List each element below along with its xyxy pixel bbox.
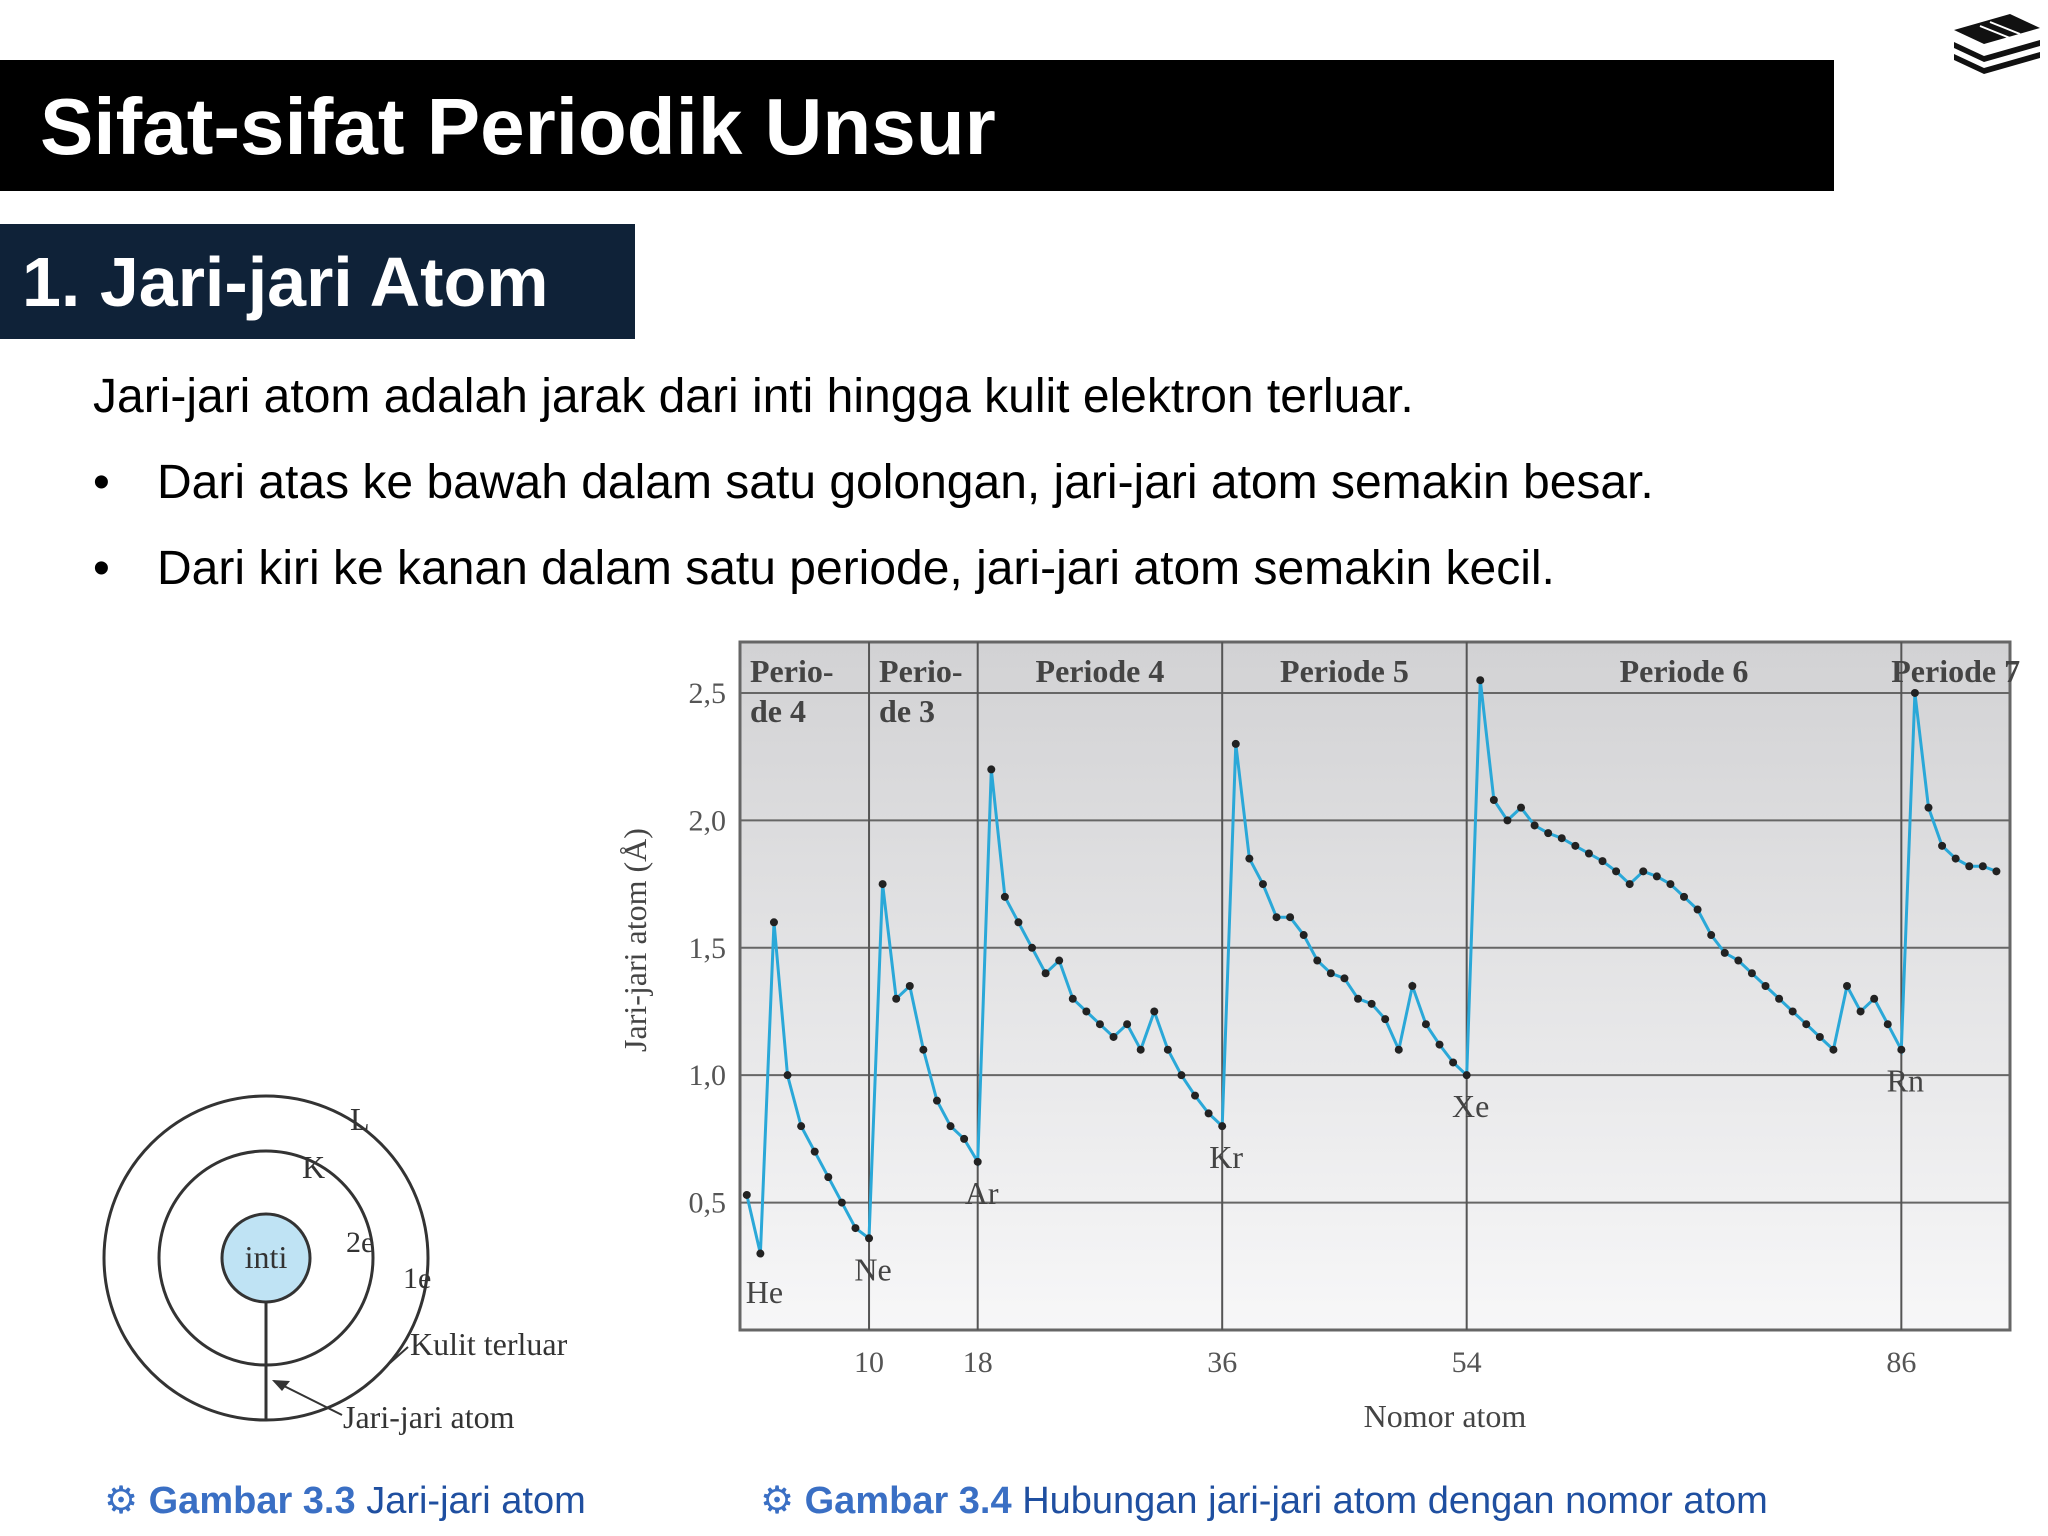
data-point <box>879 880 887 888</box>
shell-label-k: K <box>302 1149 326 1185</box>
data-point <box>1734 957 1742 965</box>
data-point <box>1680 893 1688 901</box>
data-point <box>892 995 900 1003</box>
data-point <box>1110 1033 1118 1041</box>
data-point <box>1599 857 1607 865</box>
bullet-item <box>93 540 1555 598</box>
atomic-radius-chart <box>610 630 2035 1460</box>
data-point <box>797 1122 805 1130</box>
caption-figure-icon: ⚙︎ <box>104 1480 149 1522</box>
data-point <box>1843 982 1851 990</box>
data-point <box>933 1097 941 1105</box>
bullet-text: Dari kiri ke kanan dalam satu periode, jari-jari atom semakin kecil. <box>157 542 1555 595</box>
caption-text: Jari-jari atom <box>366 1480 586 1522</box>
data-point <box>743 1191 751 1199</box>
element-label: He <box>745 1274 784 1311</box>
plot-area <box>740 642 2010 1330</box>
data-point <box>1177 1071 1185 1079</box>
data-point <box>1925 804 1933 812</box>
data-point <box>1422 1020 1430 1028</box>
data-point <box>1490 796 1498 804</box>
data-point <box>1544 829 1552 837</box>
data-point <box>1653 872 1661 880</box>
data-point <box>1802 1020 1810 1028</box>
data-point <box>784 1071 792 1079</box>
data-point <box>1327 969 1335 977</box>
data-point <box>1829 1046 1837 1054</box>
data-point <box>1218 1122 1226 1130</box>
bullet-text: Dari atas ke bawah dalam satu golongan, jari-jari atom semakin besar. <box>157 456 1654 509</box>
data-point <box>1639 867 1647 875</box>
data-point <box>1938 842 1946 850</box>
caption-text: Hubungan jari-jari atom dengan nomor atom <box>1022 1480 1768 1522</box>
data-point <box>1245 855 1253 863</box>
data-point <box>1816 1033 1824 1041</box>
data-point <box>1762 982 1770 990</box>
data-point <box>1259 880 1267 888</box>
element-label: Rn <box>1886 1062 1925 1099</box>
data-point <box>1857 1007 1865 1015</box>
data-point <box>1313 957 1321 965</box>
slide-title: Sifat-sifat Periodik Unsur <box>40 82 996 171</box>
data-point <box>1381 1015 1389 1023</box>
period-label: de 4 <box>750 693 806 729</box>
period-label: Periode 6 <box>1619 653 1749 689</box>
element-label: Ne <box>854 1251 892 1288</box>
data-point <box>1205 1109 1213 1117</box>
data-point <box>838 1199 846 1207</box>
caption-tag: Gambar 3.4 <box>804 1480 1012 1522</box>
data-point <box>770 918 778 926</box>
y-tick-label: 1,5 <box>688 931 726 965</box>
data-point <box>1082 1007 1090 1015</box>
data-point <box>1286 913 1294 921</box>
data-point <box>1612 867 1620 875</box>
chart-xlabel: Nomor atom <box>1363 1398 1527 1434</box>
data-point <box>1164 1046 1172 1054</box>
y-tick-label: 0,5 <box>688 1186 726 1220</box>
outer-shell-label: Kulit terluar <box>410 1326 568 1362</box>
data-point <box>919 1046 927 1054</box>
data-point <box>1476 676 1484 684</box>
data-point <box>1897 1046 1905 1054</box>
data-point <box>1965 862 1973 870</box>
caption-figure-3-4 <box>760 1478 1768 1524</box>
period-label: Periode 5 <box>1280 653 1409 689</box>
period-label: de 3 <box>879 693 936 729</box>
data-point <box>1721 949 1729 957</box>
section-heading-bar <box>0 224 635 339</box>
x-tick-label: 54 <box>1451 1346 1482 1379</box>
data-point <box>1408 982 1416 990</box>
data-point <box>1911 689 1919 697</box>
bullet-dot: • <box>93 542 110 595</box>
data-point <box>906 982 914 990</box>
chart-ylabel: Jari-jari atom (Å) <box>617 828 653 1052</box>
atom-shell-diagram <box>90 1085 630 1445</box>
section-heading: 1. Jari-jari Atom <box>22 243 549 321</box>
data-point <box>1436 1041 1444 1049</box>
period-label: Perio- <box>750 653 834 689</box>
data-point <box>974 1158 982 1166</box>
intro-text: Jari-jari atom adalah jarak dari inti hingga kulit elektron terluar. <box>93 370 1414 423</box>
bullet-item <box>93 454 1654 512</box>
data-point <box>1463 1071 1471 1079</box>
data-point <box>1395 1046 1403 1054</box>
data-point <box>1503 816 1511 824</box>
data-point <box>1789 1007 1797 1015</box>
title-bar <box>0 60 1834 191</box>
data-point <box>1014 918 1022 926</box>
data-point <box>1368 1000 1376 1008</box>
x-tick-label: 10 <box>854 1346 885 1379</box>
books-logo-icon <box>1950 12 2044 74</box>
data-point <box>1042 969 1050 977</box>
data-point <box>811 1148 819 1156</box>
data-point <box>1001 893 1009 901</box>
data-point <box>824 1173 832 1181</box>
electron-label-k: 2e <box>346 1226 375 1259</box>
data-point <box>1694 906 1702 914</box>
element-label: Xe <box>1452 1088 1490 1125</box>
data-point <box>987 765 995 773</box>
data-point <box>1626 880 1634 888</box>
data-point <box>1585 849 1593 857</box>
data-point <box>1558 834 1566 842</box>
data-point <box>1531 821 1539 829</box>
data-point <box>1979 862 1987 870</box>
data-point <box>851 1224 859 1232</box>
data-point <box>865 1234 873 1242</box>
bullet-dot: • <box>93 456 110 509</box>
period-label: Periode 7 <box>1891 653 2021 689</box>
y-tick-label: 1,0 <box>688 1059 726 1093</box>
period-label: Periode 4 <box>1035 653 1165 689</box>
data-point <box>1273 913 1281 921</box>
y-tick-label: 2,5 <box>688 676 726 710</box>
data-point <box>1028 944 1036 952</box>
data-point <box>1748 969 1756 977</box>
data-point <box>1870 995 1878 1003</box>
caption-tag: Gambar 3.3 <box>148 1480 356 1522</box>
data-point <box>1517 804 1525 812</box>
data-point <box>1150 1007 1158 1015</box>
data-point <box>1137 1046 1145 1054</box>
data-point <box>1666 880 1674 888</box>
caption-figure-3-3 <box>104 1478 586 1524</box>
data-point <box>1340 974 1348 982</box>
data-point <box>1191 1092 1199 1100</box>
nucleus-label: inti <box>244 1239 288 1275</box>
data-point <box>1069 995 1077 1003</box>
data-point <box>1300 931 1308 939</box>
data-point <box>1992 867 2000 875</box>
radius-label: Jari-jari atom <box>343 1399 515 1435</box>
data-point <box>756 1250 764 1258</box>
data-point <box>1096 1020 1104 1028</box>
data-point <box>1354 995 1362 1003</box>
data-point <box>1449 1058 1457 1066</box>
period-label: Perio- <box>879 653 963 689</box>
y-tick-label: 2,0 <box>688 804 726 838</box>
shell-label-l: L <box>350 1101 370 1137</box>
data-point <box>960 1135 968 1143</box>
data-point <box>1952 855 1960 863</box>
data-point <box>1707 931 1715 939</box>
caption-figure-icon: ⚙︎ <box>760 1480 805 1522</box>
data-point <box>947 1122 955 1130</box>
x-tick-label: 36 <box>1207 1346 1238 1379</box>
data-point <box>1775 995 1783 1003</box>
data-point <box>1055 957 1063 965</box>
element-label: Ar <box>964 1174 999 1211</box>
data-point <box>1123 1020 1131 1028</box>
electron-label-l: 1e <box>403 1262 432 1295</box>
x-tick-label: 18 <box>962 1346 993 1379</box>
data-point <box>1232 740 1240 748</box>
x-tick-label: 86 <box>1886 1346 1917 1379</box>
data-point <box>1884 1020 1892 1028</box>
element-label: Kr <box>1209 1139 1244 1176</box>
data-point <box>1571 842 1579 850</box>
